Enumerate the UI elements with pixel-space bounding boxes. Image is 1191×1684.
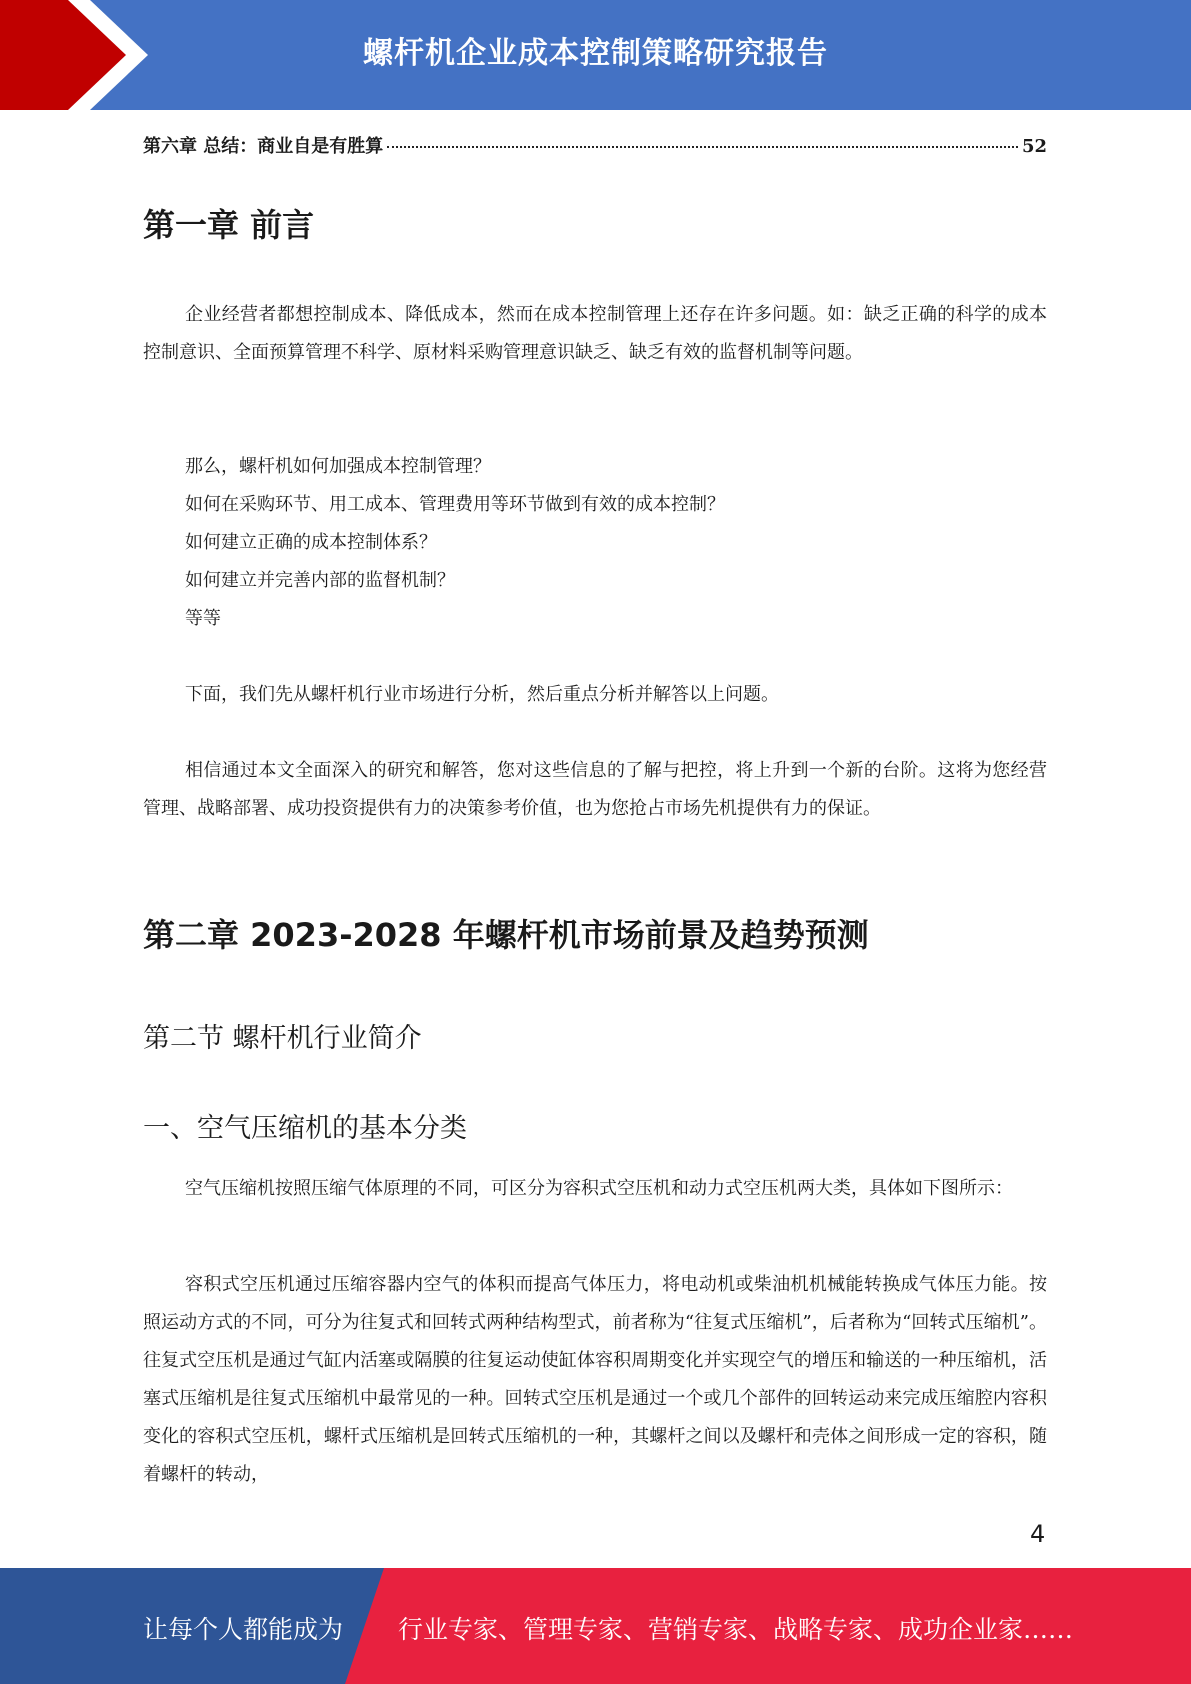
chapter-2-paragraph-1: 空气压缩机按照压缩气体原理的不同，可区分为容积式空压机和动力式空压机两大类，具体如下图所示： (185, 1178, 1013, 1199)
footer-slogan-left: 让每个人都能成为 (143, 1615, 344, 1644)
question-item: 那么，螺杆机如何加强成本控制管理？ (185, 456, 491, 477)
question-item: 如何在采购环节、用工成本、管理费用等环节做到有效的成本控制？ (185, 494, 725, 515)
chapter-2-title: 第二章 2023-2028 年螺杆机市场前景及趋势预测 (143, 916, 869, 954)
subsection-title: 一、空气压缩机的基本分类 (143, 1113, 467, 1144)
chapter-1-title: 第一章 前言 (143, 206, 315, 244)
toc-entry-title: 第六章 总结：商业自是有胜算 (143, 136, 384, 157)
question-item: 等等 (185, 608, 221, 629)
chapter-2-paragraph-2: 容积式空压机通过压缩容器内空气的体积而提高气体压力，将电动机或柴油机机械能转换成气体压力能。按照运动方式的不同，可分为往复式和回转式两种结构型式，前者称为“往复式压缩机”，后者称为“回转式压缩机”。往复式空压机是通过气缸内活塞或隔膜的往复运动使缸体容积周期变化并实现空气的增压和输送的一种压缩机，活塞式压缩机是往复式压缩机中最常见的一种。回转式空压机是通过一个或几个部件的回转运动来完成压缩腔内容积变化的容积式空压机，螺杆式压缩机是回转式压缩机的一种，其螺杆之间以及螺杆和壳体之间形成一定的容积，随着螺杆的转动， (143, 1274, 1047, 1485)
question-list (185, 448, 725, 638)
question-item: 如何建立并完善内部的监督机制？ (185, 570, 455, 591)
chapter-1-paragraph-3: 相信通过本文全面深入的研究和解答，您对这些信息的了解与把控，将上升到一个新的台阶。这将为您经营管理、战略部署、成功投资提供有力的决策参考价值，也为您抢占市场先机提供有力的保证。 (143, 760, 1047, 819)
toc-entry-page: 52 (1021, 136, 1047, 157)
toc-entry[interactable] (143, 132, 1047, 158)
section-title: 第二节 螺杆机行业简介 (143, 1023, 422, 1054)
header-title: 螺杆机企业成本控制策略研究报告 (363, 36, 828, 71)
chapter-1-paragraph-2: 下面，我们先从螺杆机行业市场进行分析，然后重点分析并解答以上问题。 (185, 684, 779, 705)
toc-leader-dots (387, 146, 1018, 148)
chapter-1-paragraph-1: 企业经营者都想控制成本、降低成本，然而在成本控制管理上还存在许多问题。如：缺乏正确的科学的成本控制意识、全面预算管理不科学、原材料采购管理意识缺乏、缺乏有效的监督机制等问题。 (143, 304, 1047, 363)
footer-slogan-right: 行业专家、管理专家、营销专家、战略专家、成功企业家…… (398, 1615, 1074, 1644)
page-number: 4 (1030, 1520, 1046, 1548)
page-header (0, 0, 1191, 110)
page-footer (0, 1568, 1191, 1684)
question-item: 如何建立正确的成本控制体系？ (185, 532, 437, 553)
